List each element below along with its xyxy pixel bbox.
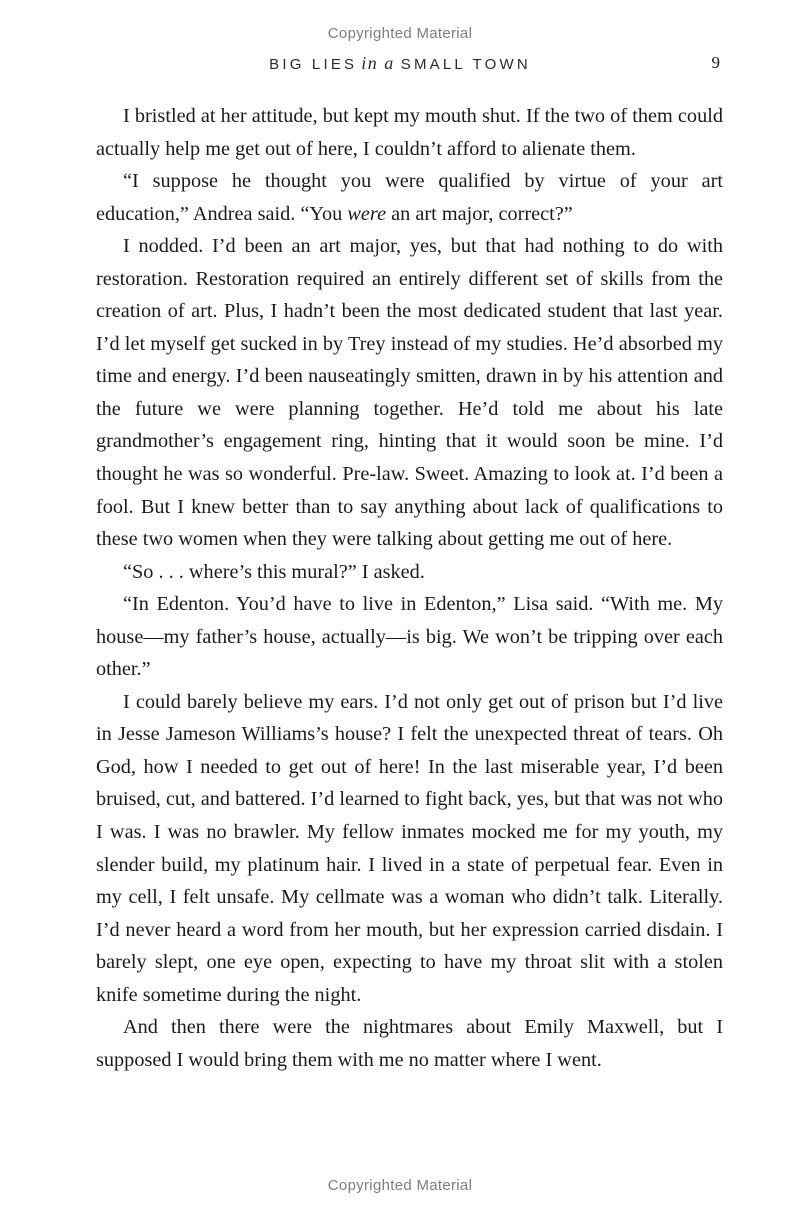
paragraph [96,588,723,686]
text-run: “I suppose he thought you were qualified by virtue of your art education,” Andrea said. “You [96,170,723,225]
paragraph [96,686,723,1011]
text-run: “In Edenton. You’d have to live in Edenton,” Lisa said. “With me. My house—my father’s house, actually—is big. We won’t be tripping over each other.” [96,593,723,681]
book-title-right: SMALL TOWN [400,56,531,73]
text-run: I bristled at her attitude, but kept my mouth shut. If the two of them could actually help me get out of here, I couldn’t afford to alienate them. [96,105,723,160]
text-run: And then there were the nightmares about Emily Maxwell, but I supposed I would bring them with me no matter where I went. [96,1016,723,1071]
italic-run: were [347,202,387,225]
paragraph [96,165,723,230]
page-number: 9 [711,53,720,72]
paragraph [96,556,723,589]
text-run: “So . . . where’s this mural?” I asked. [123,560,425,583]
paragraph [96,100,723,165]
text-run: I nodded. I’d been an art major, yes, but that had nothing to do with restoration. Restoration required an entirely different set of skills from the creation of art. Plus, I hadn’t been the most dedicated student that last year. I’d let myself get sucked in by Trey instead of my studies. He’d absorbed my time and energy. I’d been nauseatingly smitten, drawn in by his attention and the future we were planning together. He’d told me about his late grandmother’s engagement ring, hinting that it would soon be mine. I’d thought he was so wonderful. Pre-law. Sweet. Amazing to look at. I’d been a fool. But I knew better than to say anything about lack of qualifications to these two women when they were talking about getting me out of here. [96,235,723,551]
body-text [96,100,723,1076]
paragraph [96,230,723,555]
copyright-notice-bottom: Copyrighted Material [327,1177,473,1194]
book-title [269,53,531,73]
book-title-italic: in a [361,53,395,73]
paragraph [96,1011,723,1076]
copyright-notice-top: Copyrighted Material [327,25,473,42]
running-head [0,53,800,75]
text-run: I could barely believe my ears. I’d not only get out of prison but I’d live in Jesse Jameson Williams’s house? I felt the unexpected threat of tears. Oh God, how I needed to get out of here! In the last miserable year, I’d been bruised, cut, and battered. I’d learned to fight back, yes, but that was not who I was. I was no brawler. My fellow inmates mocked me for my youth, my slender build, my platinum hair. I lived in a state of perpetual fear. Even in my cell, I felt unsafe. My cellmate was a woman who didn’t talk. Literally. I’d never heard a word from her mouth, but her expression carried disdain. I barely slept, one eye open, expecting to have my throat slit with a stolen knife sometime during the night. [96,690,723,1006]
book-title-left: BIG LIES [269,56,358,73]
text-run: an art major, correct?” [386,202,573,225]
